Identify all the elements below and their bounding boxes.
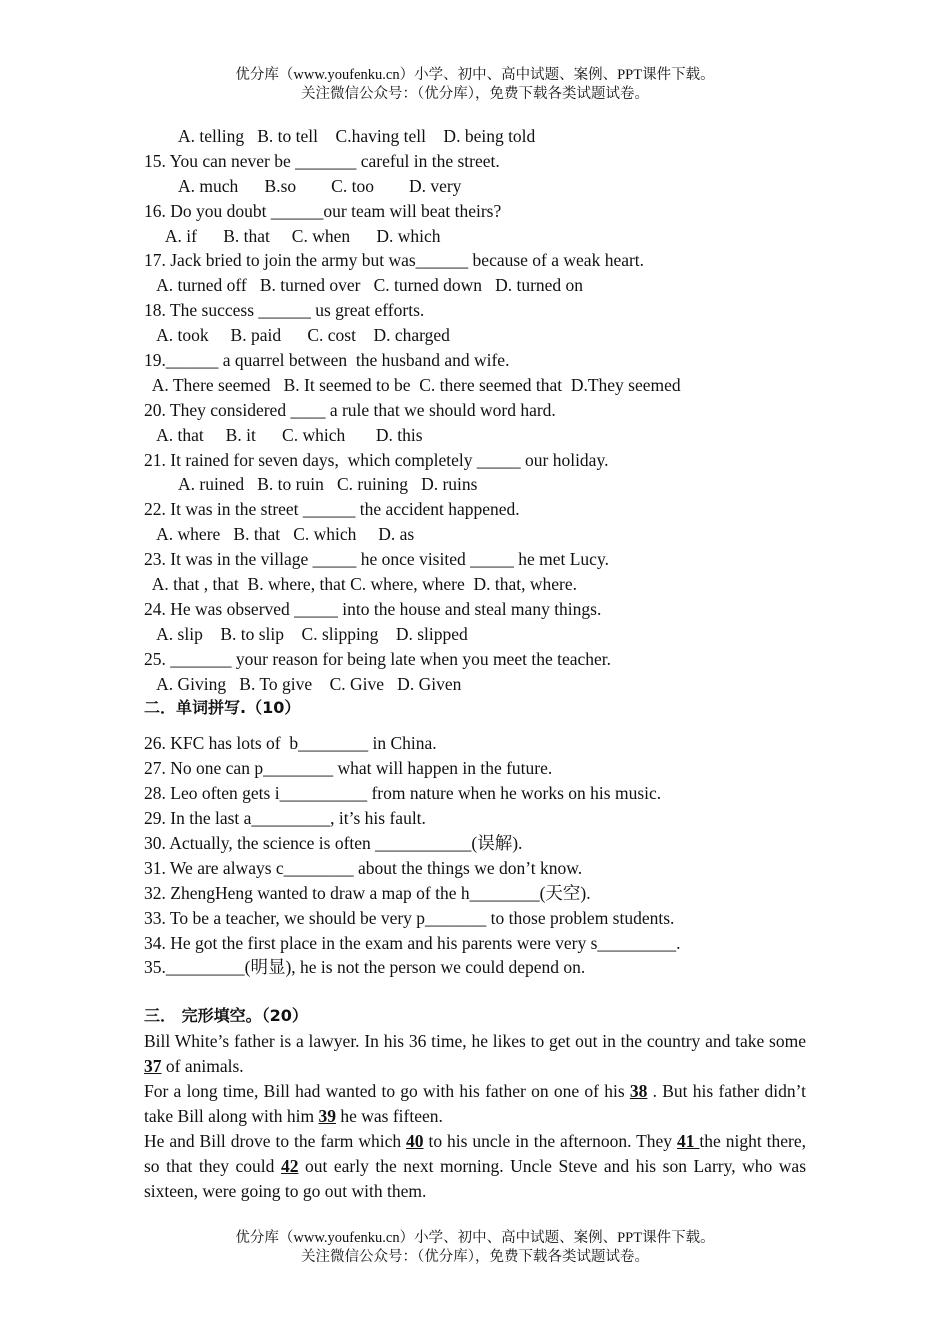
question-17: 17. Jack bried to join the army but was______ because of a weak heart. [144, 250, 645, 271]
options-20: A. that B. it C. which D. this [144, 424, 423, 445]
document-body [144, 124, 806, 1204]
blank-38: 38 [629, 1080, 648, 1101]
cloze-paragraph-3 [144, 1129, 806, 1204]
question-20: 20. They considered ____ a rule that we should word hard. [144, 399, 556, 420]
question-27: 27. No one can p________ what will happen in the future. [144, 758, 553, 779]
question-33: 33. To be a teacher, we should be very p_______ to those problem students. [144, 907, 675, 928]
cloze-text: he was fifteen. [336, 1105, 443, 1126]
options-19: A. There seemed B. It seemed to be C. there seemed that D.They seemed [144, 374, 681, 395]
header-line-2: 关注微信公众号：（优分库），免费下载各类试题试卷。 [301, 86, 649, 102]
question-31: 31. We are always c________ about the things we don’t know. [144, 857, 583, 878]
cloze-text: out early the next morning. Uncle Steve and his son Larry, who was sixteen, were going to go out with them. [144, 1155, 807, 1201]
cloze-text: He and Bill drove to the farm which [144, 1130, 407, 1151]
footer-line-2: 关注微信公众号：（优分库），免费下载各类试题试卷。 [301, 1249, 649, 1265]
question-19: 19.______ a quarrel between the husband and wife. [144, 350, 510, 371]
page-header [0, 66, 950, 104]
question-25: 25. _______ your reason for being late when you meet the teacher. [144, 648, 612, 669]
options-22: A. where B. that C. which D. as [144, 524, 415, 545]
question-21: 21. It rained for seven days, which completely _____ our holiday. [144, 449, 609, 470]
cloze-text: . But his father didn’t take Bill along with him [144, 1080, 806, 1126]
blank-40: 40 [406, 1130, 424, 1151]
question-30: 30. Actually, the science is often ___________(误解). [144, 832, 523, 853]
options-18: A. took B. paid C. cost D. charged [144, 325, 450, 346]
question-26: 26. KFC has lots of b________ in China. [144, 733, 437, 754]
header-line-1: 优分库（www.youfenku.cn）小学、初中、高中试题、案例、PPT课件下载。 [235, 67, 715, 83]
cloze-text: to his uncle in the afternoon. They [423, 1130, 677, 1151]
blank-41: 41 [676, 1130, 700, 1151]
cloze-text: the night there, so that they could [144, 1130, 806, 1176]
cloze-text: of animals. [161, 1056, 244, 1077]
spacer [144, 980, 806, 1004]
cloze-paragraph-1 [144, 1029, 806, 1079]
question-35: 35._________(明显), he is not the person we could depend on. [144, 957, 586, 978]
question-23: 23. It was in the village _____ he once visited _____ he met Lucy. [144, 549, 609, 570]
question-24: 24. He was observed _____ into the house and steal many things. [144, 598, 602, 619]
section-3-title: 三． 完形填空。（20） [144, 1006, 308, 1026]
question-22: 22. It was in the street ______ the accident happened. [144, 499, 520, 520]
question-34: 34. He got the first place in the exam and his parents were very s_________. [144, 932, 681, 953]
footer-line-1: 优分库（www.youfenku.cn）小学、初中、高中试题、案例、PPT课件下载。 [235, 1230, 715, 1246]
options-17: A. turned off B. turned over C. turned down D. turned on [144, 275, 584, 296]
question-28: 28. Leo often gets i__________ from nature when he works on his music. [144, 783, 662, 804]
option-line-14: A. telling B. to tell C.having tell D. being told [144, 126, 536, 146]
page-footer [0, 1229, 950, 1267]
options-24: A. slip B. to slip C. slipping D. slipped [144, 623, 468, 644]
options-21: A. ruined B. to ruin C. ruining D. ruins [144, 474, 478, 495]
cloze-text: For a long time, Bill had wanted to go with his father on one of his [144, 1080, 630, 1101]
cloze-text: Bill White’s father is a lawyer. In his 36 time, he likes to get out in the country and take some [144, 1031, 806, 1052]
options-25: A. Giving B. To give C. Give D. Given [144, 673, 462, 694]
spacer [144, 721, 806, 731]
question-15: 15. You can never be _______ careful in the street. [144, 150, 500, 171]
question-18: 18. The success ______ us great efforts. [144, 300, 425, 321]
question-32: 32. ZhengHeng wanted to draw a map of the h________(天空). [144, 882, 591, 903]
question-16: 16. Do you doubt ______our team will beat theirs? [144, 200, 502, 221]
question-29: 29. In the last a_________, it’s his fault. [144, 808, 426, 829]
options-23: A. that , that B. where, that C. where, where D. that, where. [144, 574, 577, 595]
blank-37: 37 [144, 1056, 162, 1077]
blank-39: 39 [318, 1105, 336, 1126]
section-2-title: 二．单词拼写.（10） [144, 698, 301, 718]
blank-42: 42 [280, 1155, 299, 1176]
options-16: A. if B. that C. when D. which [144, 225, 441, 246]
cloze-paragraph-2 [144, 1079, 806, 1129]
options-15: A. much B.so C. too D. very [144, 175, 462, 196]
